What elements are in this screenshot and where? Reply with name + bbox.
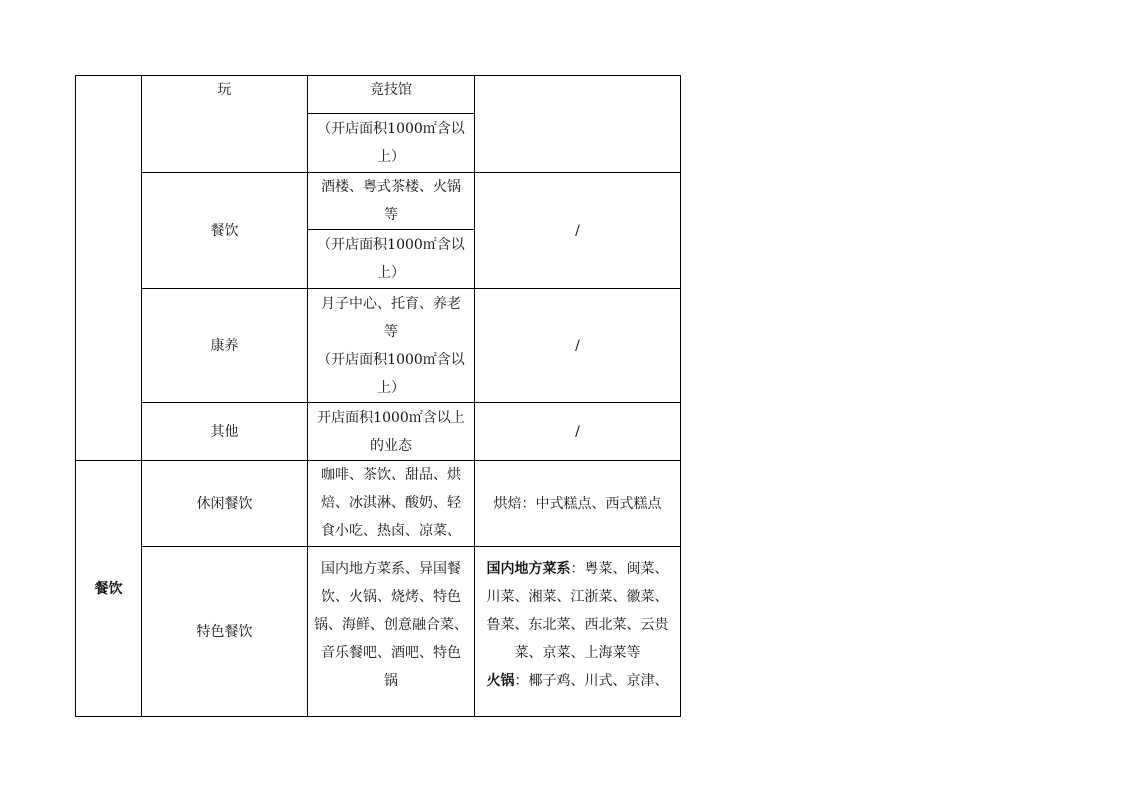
detail-cell-xiuxian — [308, 461, 474, 546]
subcategory-cell-wan — [142, 76, 307, 172]
detail-cell-tese — [308, 555, 474, 716]
subcategory-label: 玩 — [217, 82, 232, 98]
detail-cell-qita — [308, 403, 474, 460]
note-text: / — [575, 423, 580, 440]
note-text: 烘焙：中式糕点、西式糕点 — [493, 495, 662, 512]
detail-text: 咖啡、茶饮、甜品、烘 焙、冰淇淋、酸奶、轻 食小吃、热卤、凉菜、 — [321, 467, 461, 539]
note-cell-kangyang — [475, 289, 680, 402]
detail-text: 月子中心、托育、养老 等 （开店面积1000㎡含以 上） — [317, 295, 465, 396]
detail-text: 竞技馆 — [370, 82, 412, 98]
subcategory-label: 其他 — [210, 423, 239, 440]
subcategory-cell-qita — [142, 403, 307, 460]
subcategory-label: 特色餐饮 — [196, 623, 253, 640]
subcategory-label: 康养 — [210, 337, 239, 354]
detail-text: 酒楼、粤式茶楼、火锅 等 — [321, 179, 461, 223]
note-cell-wan — [475, 76, 680, 172]
note-text: / — [575, 222, 580, 239]
note-label-hotpot: 火锅 — [486, 673, 515, 689]
note-cell-tese — [475, 555, 680, 716]
subcategory-cell-xiuxian — [142, 461, 307, 546]
category-label: 餐饮 — [94, 580, 123, 597]
table-border-bottom — [75, 716, 681, 717]
subcategory-label: 餐饮 — [210, 222, 239, 239]
note-text-regional-cuisine: ：粤菜、闽菜、 川菜、湘菜、江浙菜、徽菜、 鲁菜、东北菜、西北菜、云贵 菜、京菜、上海菜等 — [486, 561, 669, 661]
detail-text: 开店面积1000㎡含以上 的业态 — [317, 409, 465, 454]
subcategory-cell-kangyang — [142, 289, 307, 402]
detail-cell-kangyang — [308, 289, 474, 402]
note-block — [487, 555, 669, 695]
detail-cell-canyin-a — [308, 173, 474, 229]
detail-cell-canyin-b — [308, 230, 474, 288]
note-cell-xiuxian — [475, 461, 680, 546]
note-cell-canyin — [475, 173, 680, 288]
subcategory-cell-tese — [142, 547, 307, 716]
detail-cell-wan-a — [308, 76, 474, 113]
note-label-regional-cuisine: 国内地方菜系 — [486, 561, 571, 577]
detail-text: （开店面积1000㎡含以 上） — [317, 121, 465, 165]
subcategory-label: 休闲餐饮 — [196, 495, 253, 512]
note-text: / — [575, 337, 580, 354]
note-text-hotpot: ：椰子鸡、川式、京津、 — [514, 673, 669, 689]
category-cell-canyin — [76, 461, 141, 716]
detail-text: （开店面积1000㎡含以 上） — [317, 237, 465, 281]
subcategory-cell-canyin — [142, 173, 307, 288]
note-cell-qita — [475, 403, 680, 460]
detail-text: 国内地方菜系、异国餐 饮、火锅、烧烤、特色 锅、海鲜、创意融合菜、 音乐餐吧、酒吧、特色 锅 — [314, 561, 468, 689]
detail-cell-wan-b — [308, 114, 474, 172]
